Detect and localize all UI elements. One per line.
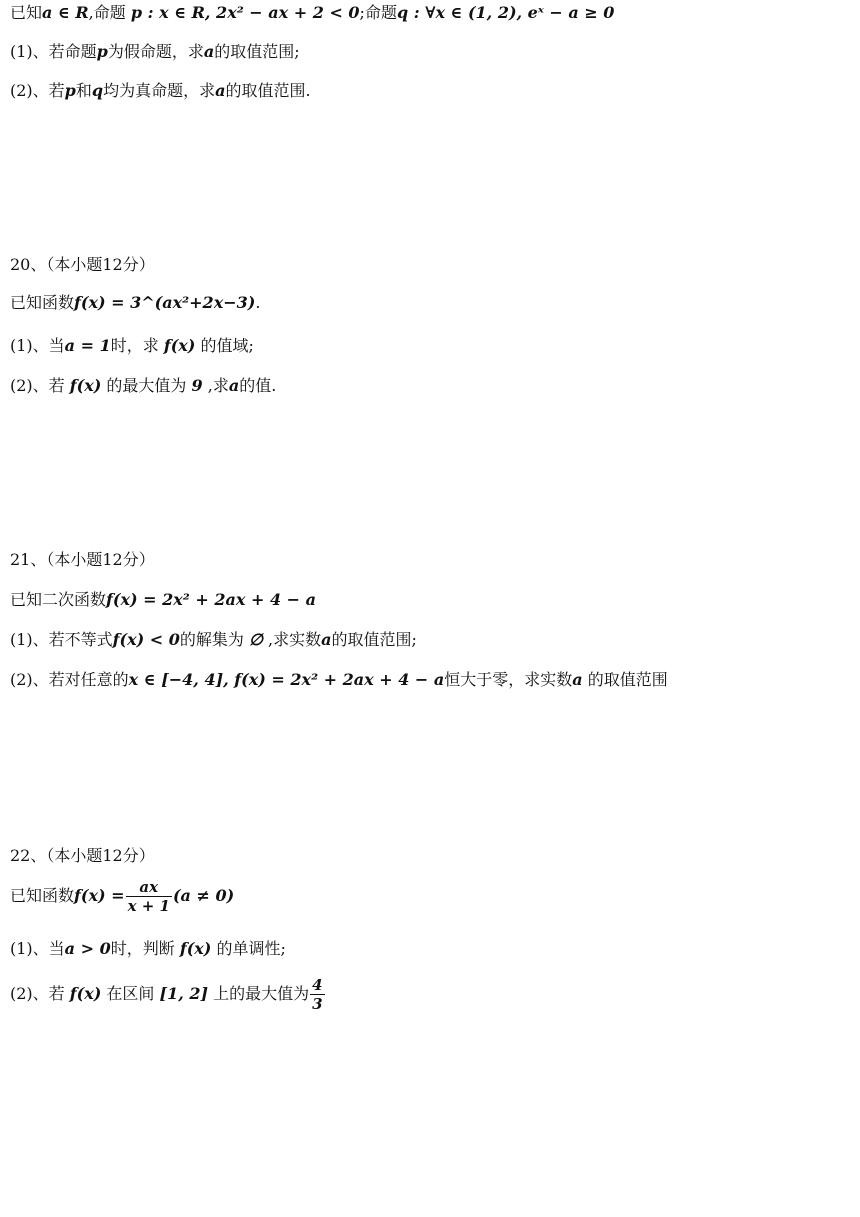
interval: [1, 2] bbox=[159, 984, 209, 1003]
function-formula: f(x) = bbox=[74, 886, 125, 905]
part-text: 时，判断 bbox=[110, 939, 180, 958]
part-text: 的值. bbox=[239, 376, 277, 395]
part-math: x ∈ [−4, 4], f(x) = 2x² + 2ax + 4 − a bbox=[128, 670, 445, 689]
q21-premise bbox=[10, 589, 316, 611]
part-math: a bbox=[215, 81, 226, 100]
q20-part2 bbox=[10, 375, 276, 397]
part-text: 的取值范围; bbox=[331, 630, 417, 649]
part-text: ,求实数 bbox=[262, 630, 322, 649]
part-text: (1)、若命题 bbox=[10, 42, 97, 61]
q22-heading: 22、（本小题12分） bbox=[10, 846, 155, 865]
premise-text: . bbox=[255, 293, 261, 312]
part-text: 在区间 bbox=[101, 984, 160, 1003]
fraction bbox=[126, 878, 172, 915]
part-text: 的取值范围; bbox=[214, 42, 300, 61]
part-math: p bbox=[64, 81, 76, 100]
proposition-q-formula: q : ∀x ∈ (1, 2), eˣ − a ≥ 0 bbox=[396, 3, 615, 22]
part-text: 的解集为 bbox=[179, 630, 250, 649]
q20-part1 bbox=[10, 335, 254, 357]
part-math: a bbox=[228, 376, 240, 395]
part-math: f(x) bbox=[179, 939, 212, 958]
part-text: (2)、若 bbox=[10, 984, 70, 1003]
q19-premise bbox=[10, 2, 614, 24]
fraction-numerator: ax bbox=[126, 878, 172, 897]
part-text: (2)、若 bbox=[10, 376, 70, 395]
fraction-numerator: 4 bbox=[312, 976, 323, 994]
part-math: f(x) bbox=[69, 376, 102, 395]
q19-premise-math: a ∈ R bbox=[42, 3, 89, 22]
part-text: 为假命题，求 bbox=[107, 42, 204, 61]
premise-text: 已知函数 bbox=[10, 293, 75, 312]
q19-part2 bbox=[10, 80, 311, 102]
part-text: 恒大于零，求实数 bbox=[444, 670, 573, 689]
part-text: 和 bbox=[75, 81, 92, 100]
part-math: p bbox=[96, 42, 108, 61]
fraction-denominator: x + 1 bbox=[127, 897, 170, 915]
part-math: f(x) bbox=[69, 984, 102, 1003]
part-text: 时，求 bbox=[110, 336, 164, 355]
part-text: (2)、若 bbox=[10, 81, 65, 100]
q22-part2 bbox=[10, 976, 326, 1013]
part-math: 9 bbox=[191, 376, 203, 395]
q21-part1 bbox=[10, 629, 417, 651]
part-text: 的单调性; bbox=[211, 939, 286, 958]
proposition-p-formula: p : x ∈ R, 2x² − ax + 2 < 0 bbox=[130, 3, 360, 22]
q19-premise-text: ,命题 bbox=[88, 3, 131, 22]
premise-text: 已知函数 bbox=[10, 886, 75, 905]
part-math: a = 1 bbox=[64, 336, 111, 355]
part-text: 的最大值为 bbox=[101, 376, 192, 395]
part-text: 的取值范围 bbox=[582, 670, 668, 689]
q22-part1 bbox=[10, 938, 286, 960]
part-text: 的取值范围. bbox=[225, 81, 311, 100]
q20-heading: 20、（本小题12分） bbox=[10, 255, 155, 274]
part-math: a bbox=[572, 670, 583, 689]
part-text: (2)、若对任意的 bbox=[10, 670, 129, 689]
part-text: 均为真命题，求 bbox=[103, 81, 216, 100]
q19-part1 bbox=[10, 41, 300, 63]
q22-premise bbox=[10, 878, 234, 915]
part-math: f(x) < 0 bbox=[112, 630, 180, 649]
part-math: f(x) bbox=[163, 336, 196, 355]
q19-premise-text: ;命题 bbox=[359, 3, 397, 22]
empty-set-symbol: ∅ bbox=[249, 630, 263, 649]
part-text: (1)、当 bbox=[10, 336, 65, 355]
part-text: (1)、若不等式 bbox=[10, 630, 113, 649]
part-math: a > 0 bbox=[64, 939, 111, 958]
q20-premise bbox=[10, 292, 260, 314]
function-formula: f(x) = 2x² + 2ax + 4 − a bbox=[106, 590, 316, 609]
part-text: 的值域; bbox=[195, 336, 254, 355]
part-text: 上的最大值为 bbox=[208, 984, 310, 1003]
fraction-denominator: 3 bbox=[312, 995, 323, 1013]
part-math: a bbox=[203, 42, 215, 61]
part-text: ,求 bbox=[202, 376, 229, 395]
function-formula: f(x) = 3^(ax²+2x−3) bbox=[74, 293, 256, 312]
part-text: (1)、当 bbox=[10, 939, 65, 958]
premise-text: 已知二次函数 bbox=[10, 590, 107, 609]
fraction bbox=[310, 976, 324, 1013]
part-math: a bbox=[321, 630, 332, 649]
q21-heading: 21、（本小题12分） bbox=[10, 550, 155, 569]
part-math: q bbox=[91, 81, 104, 100]
domain-condition: (a ≠ 0) bbox=[172, 886, 235, 905]
q21-part2 bbox=[10, 669, 668, 691]
q19-premise-text: 已知 bbox=[10, 3, 43, 22]
